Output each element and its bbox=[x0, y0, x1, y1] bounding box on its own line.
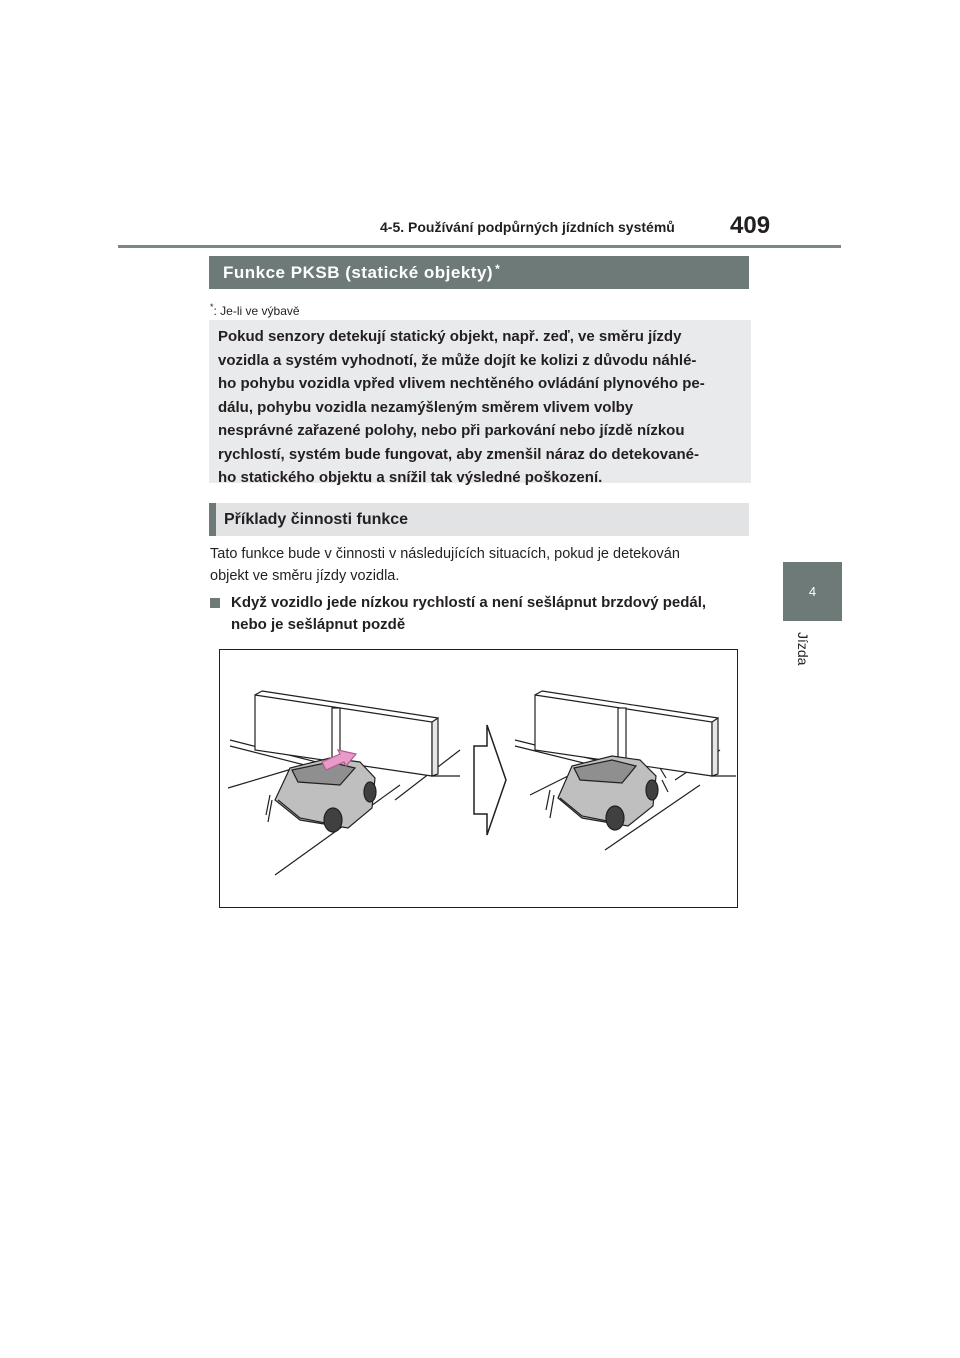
section-title-mark: * bbox=[495, 261, 501, 276]
chapter-title: Jízda bbox=[795, 632, 811, 666]
chapter-number: 4 bbox=[808, 584, 817, 599]
header-section-title: 4-5. Používání podpůrných jízdních systémů bbox=[380, 219, 675, 235]
examples-intro bbox=[210, 543, 750, 587]
header-divider bbox=[118, 245, 841, 248]
bullet-line: Když vozidlo jede nízkou rychlostí a není sešlápnut brzdový pedál, bbox=[231, 594, 707, 611]
summary-line: dálu, pohybu vozidla nezamýšleným směrem vlivem volby bbox=[218, 398, 634, 416]
examples-title: Příklady činnosti funkce bbox=[224, 510, 409, 528]
car-wheel bbox=[646, 780, 658, 800]
footnote bbox=[210, 302, 300, 318]
summary-line: ho pohybu vozidla vpřed vlivem nechtěného ovládání plynového pe- bbox=[218, 375, 705, 392]
footnote-text: : Je-li ve výbavě bbox=[213, 304, 300, 318]
parking-illustration bbox=[220, 650, 737, 907]
intro-line: Tato funkce bude v činnosti v následujících situacích, pokud je detekován bbox=[210, 546, 680, 562]
car-wheel bbox=[606, 806, 624, 830]
examples-heading bbox=[209, 503, 749, 536]
summary-line: ho statického objektu a snížil tak výsledné poškození. bbox=[218, 469, 603, 486]
wall-post bbox=[618, 708, 626, 760]
wall-end bbox=[432, 718, 438, 776]
summary-line: nesprávné zařazené polohy, nebo při parkování nebo jízdě nízkou bbox=[218, 422, 685, 439]
intro-line: objekt ve směru jízdy vozidla. bbox=[210, 568, 400, 584]
section-title: Funkce PKSB (statické objekty) bbox=[223, 262, 494, 282]
summary-line: rychlostí, systém bude fungovat, aby zmenšil náraz do detekované- bbox=[218, 445, 699, 463]
bullet-heading bbox=[210, 592, 750, 636]
chapter-label bbox=[795, 632, 813, 672]
motion-lines bbox=[266, 795, 272, 822]
wall-end bbox=[712, 718, 718, 776]
footnote-mark: * bbox=[210, 302, 214, 312]
summary-box bbox=[209, 320, 751, 486]
illustration-frame bbox=[219, 649, 738, 908]
summary-line: vozidla a systém vyhodnotí, že může dojít ke kolizi z důvodu náhlé- bbox=[218, 351, 697, 369]
chapter-tab bbox=[783, 562, 842, 621]
square-bullet-icon bbox=[210, 598, 220, 608]
car-wheel bbox=[364, 782, 376, 802]
transition-arrow-icon bbox=[474, 725, 506, 835]
section-title-bar bbox=[209, 256, 749, 289]
car-wheel bbox=[324, 808, 342, 832]
bullet-line: nebo je sešlápnut pozdě bbox=[231, 616, 406, 633]
summary-line: Pokud senzory detekují statický objekt, např. zeď, ve směru jízdy bbox=[218, 328, 682, 345]
page-number: 409 bbox=[730, 212, 771, 239]
